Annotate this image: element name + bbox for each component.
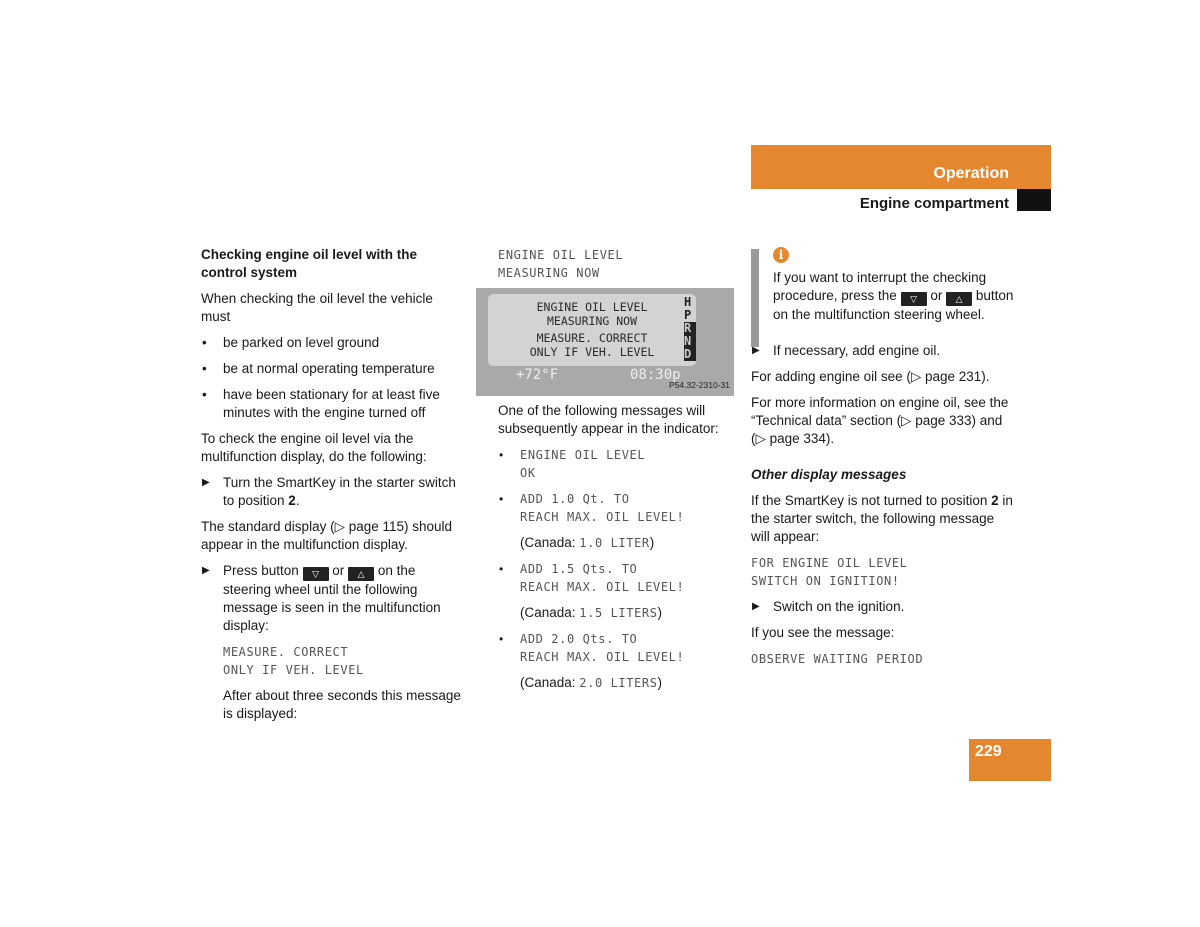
canada-note: (Canada: 2.0 LITERS) (520, 675, 663, 690)
bullet-icon: • (499, 448, 504, 462)
list-item: • ADD 2.0 Qts. TO REACH MAX. OIL LEVEL! (499, 632, 685, 664)
standard-display-text: The standard display (▷ page 115) should appear in the multifunction display. (201, 519, 453, 552)
canada-note: (Canada: 1.5 LITERS) (520, 605, 663, 620)
step-item: ▶ Press button ▽ or △ on the steering wheel until the following message is seen in the multifunction display: (202, 563, 441, 633)
bullet-icon: • (202, 335, 207, 350)
column-left (201, 246, 461, 723)
column-right (751, 246, 1015, 668)
instruction-text: To check the engine oil level via the multifunction display, do the following: (201, 431, 427, 464)
bullet-icon: • (499, 562, 504, 576)
list-item: • have been stationary for at least five minutes with the engine turned off (202, 387, 440, 420)
scroll-up-button-icon: △ (348, 567, 374, 581)
intro-text: When checking the oil level the vehicle must (201, 291, 433, 324)
if-see-text: If you see the message: (751, 625, 895, 640)
not-turned-text: If the SmartKey is not turned to position 2 in the starter switch, the following message will appear: (751, 493, 1013, 544)
step-arrow-icon: ▶ (752, 601, 760, 612)
list-item: • ADD 1.5 Qts. TO REACH MAX. OIL LEVEL! (499, 562, 685, 594)
info-note: i If you want to interrupt the checking procedure, press the ▽ or △ button on the multifunction steering wheel. (751, 246, 1015, 324)
following-text: One of the following messages will subsequently appear in the indicator: (498, 403, 719, 436)
clock: 08:30p (630, 367, 681, 383)
scroll-down-button-icon: ▽ (303, 567, 329, 581)
page-number-box (969, 739, 1051, 781)
display-message: OBSERVE WAITING PERIOD (751, 652, 924, 666)
after-text: After about three seconds this message is displayed: (223, 688, 461, 721)
section-heading: Checking engine oil level with the control system (201, 247, 418, 280)
display-message: MEASURE. CORRECT ONLY IF VEH. LEVEL (223, 645, 364, 677)
display-message: FOR ENGINE OIL LEVEL SWITCH ON IGNITION! (751, 556, 908, 588)
list-item: • be parked on level ground (202, 335, 380, 350)
section-header-bar (751, 145, 1051, 189)
step-item: ▶ Turn the SmartKey in the starter switch to position 2. (202, 475, 456, 508)
canada-note: (Canada: 1.0 LITER) (520, 535, 655, 550)
section-title: Operation (933, 165, 1009, 182)
bullet-icon: • (202, 361, 207, 376)
step-item: ▶ If necessary, add engine oil. (752, 343, 941, 358)
page-number: 229 (975, 743, 1002, 760)
adding-oil-text: For adding engine oil see (▷ page 231). (751, 369, 990, 384)
step-arrow-icon: ▶ (752, 345, 760, 356)
bullet-icon: • (499, 492, 504, 506)
header-marker (1017, 189, 1051, 211)
gear-indicator: H P R N D (684, 296, 696, 361)
display-message: ENGINE OIL LEVEL MEASURING NOW (498, 248, 624, 280)
list-item: • ADD 1.0 Qt. TO REACH MAX. OIL LEVEL! (499, 492, 685, 524)
scroll-down-button-icon: ▽ (901, 292, 927, 306)
list-item: • ENGINE OIL LEVEL OK (499, 448, 646, 480)
other-messages-heading: Other display messages (751, 467, 907, 482)
step-arrow-icon: ▶ (202, 477, 210, 488)
bullet-icon: • (499, 632, 504, 646)
scroll-up-button-icon: △ (946, 292, 972, 306)
subsection-title: Engine compartment (859, 195, 1009, 212)
info-bar (751, 249, 759, 347)
info-icon: i (773, 247, 789, 263)
multifunction-display-image (476, 288, 734, 396)
image-code: P54.32-2310-31 (669, 380, 730, 390)
step-arrow-icon: ▶ (202, 565, 210, 576)
more-info-text: For more information on engine oil, see the “Technical data” section (▷ page 333) and (▷ page 334). (751, 395, 1009, 446)
outside-temperature: +72°F (516, 367, 559, 383)
lcd-screen: ENGINE OIL LEVEL MEASURING NOW MEASURE. CORRECT ONLY IF VEH. LEVEL (488, 294, 696, 366)
list-item: • be at normal operating temperature (202, 361, 435, 376)
bullet-icon: • (202, 387, 207, 402)
step-item: ▶ Switch on the ignition. (752, 599, 905, 614)
column-middle (498, 246, 738, 692)
